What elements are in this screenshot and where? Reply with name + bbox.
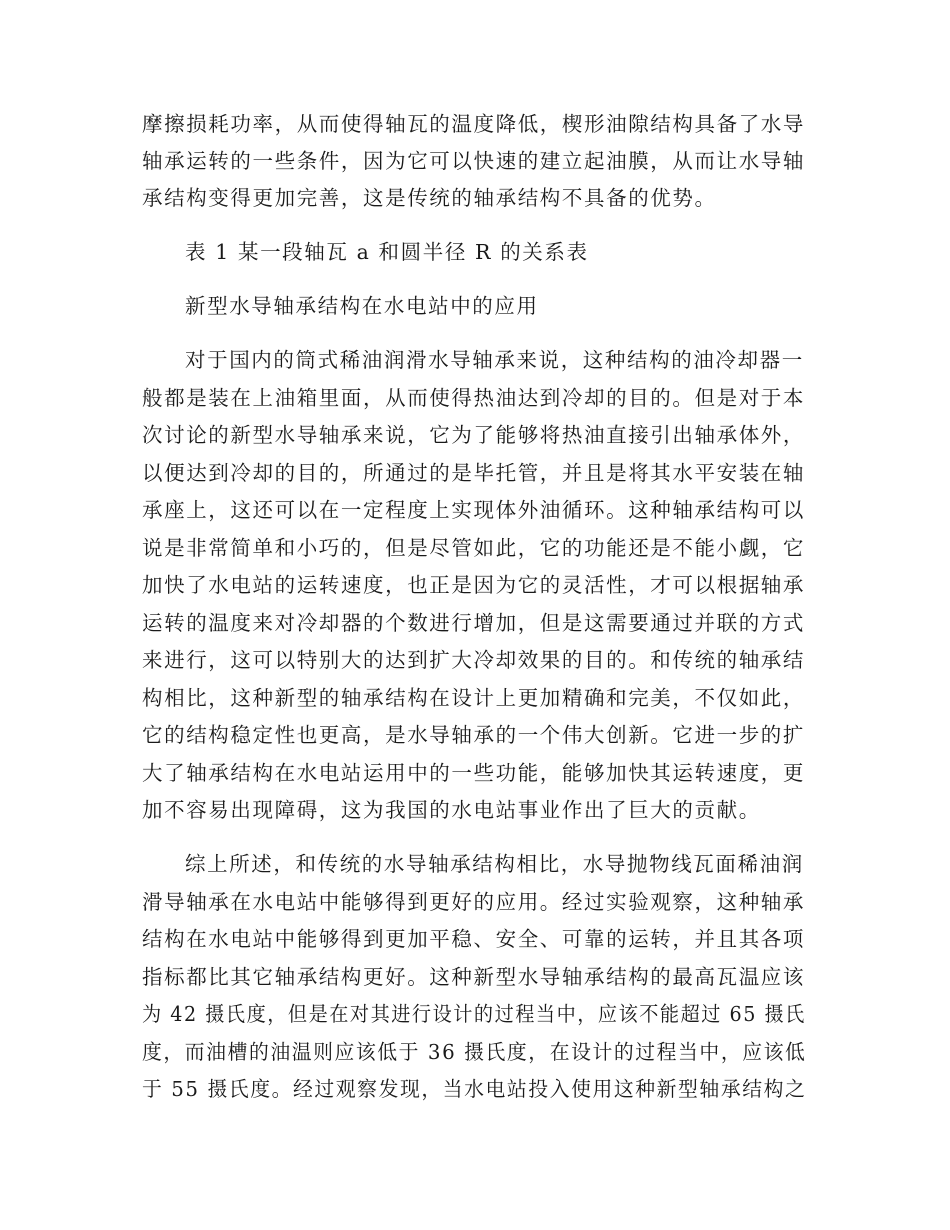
text-line: 说是非常简单和小巧的，但是尽管如此，它的功能还是不能小觑，它 [142, 536, 805, 560]
text-line: 度，而油槽的油温则应该低于 36 摄氏度，在设计的过程当中，应该低 [142, 1040, 807, 1064]
paragraph-first-line: 综上所述，和传统的水导轴承结构相比，水导抛物线瓦面稀油润 [185, 852, 804, 876]
text-line: 承座上，这还可以在一定程度上实现体外油循环。这种轴承结构可以 [142, 498, 805, 522]
text-line: 指标都比其它轴承结构更好。这种新型水导轴承结构的最高瓦温应该 [142, 965, 805, 989]
text-line: 滑导轴承在水电站中能够得到更好的应用。经过实验观察，这种轴承 [142, 890, 805, 914]
text-line: 摩擦损耗功率，从而使得轴瓦的温度降低，楔形油隙结构具备了水导 [142, 112, 805, 136]
paragraph-first-line: 对于国内的筒式稀油润滑水导轴承来说，这种结构的油冷却器一 [185, 348, 804, 372]
text-line: 加快了水电站的运转速度，也正是因为它的灵活性，才可以根据轴承 [142, 573, 805, 597]
table-caption: 表 1 某一段轴瓦 a 和圆半径 R 的关系表 [185, 240, 589, 264]
text-line: 为 42 摄氏度，但是在对其进行设计的过程当中，应该不能超过 65 摄氏 [142, 1002, 806, 1026]
text-line: 承结构变得更加完善，这是传统的轴承结构不具备的优势。 [142, 186, 717, 210]
text-line: 大了轴承结构在水电站运用中的一些功能，能够加快其运转速度，更 [142, 761, 805, 785]
text-line: 构相比，这种新型的轴承结构在设计上更加精确和完美，不仅如此， [142, 686, 805, 710]
text-line: 以便达到冷却的目的，所通过的是毕托管，并且是将其水平安装在轴 [142, 461, 805, 485]
text-line: 轴承运转的一些条件，因为它可以快速的建立起油膜，从而让水导轴 [142, 149, 805, 173]
section-heading: 新型水导轴承结构在水电站中的应用 [185, 294, 539, 318]
text-line: 来进行，这可以特别大的达到扩大冷却效果的目的。和传统的轴承结 [142, 648, 805, 672]
text-line: 运转的温度来对冷却器的个数进行增加，但是这需要通过并联的方式 [142, 611, 805, 635]
text-line: 般都是装在上油箱里面，从而使得热油达到冷却的目的。但是对于本 [142, 386, 805, 410]
text-line: 加不容易出现障碍，这为我国的水电站事业作出了巨大的贡献。 [142, 798, 761, 822]
text-line: 它的结构稳定性也更高，是水导轴承的一个伟大创新。它进一步的扩 [142, 723, 805, 747]
text-line: 次讨论的新型水导轴承来说，它为了能够将热油直接引出轴承体外， [142, 423, 805, 447]
text-line: 于 55 摄氏度。经过观察发现，当水电站投入使用这种新型轴承结构之 [142, 1077, 807, 1101]
text-line: 结构在水电站中能够得到更加平稳、安全、可靠的运转，并且其各项 [142, 927, 805, 951]
